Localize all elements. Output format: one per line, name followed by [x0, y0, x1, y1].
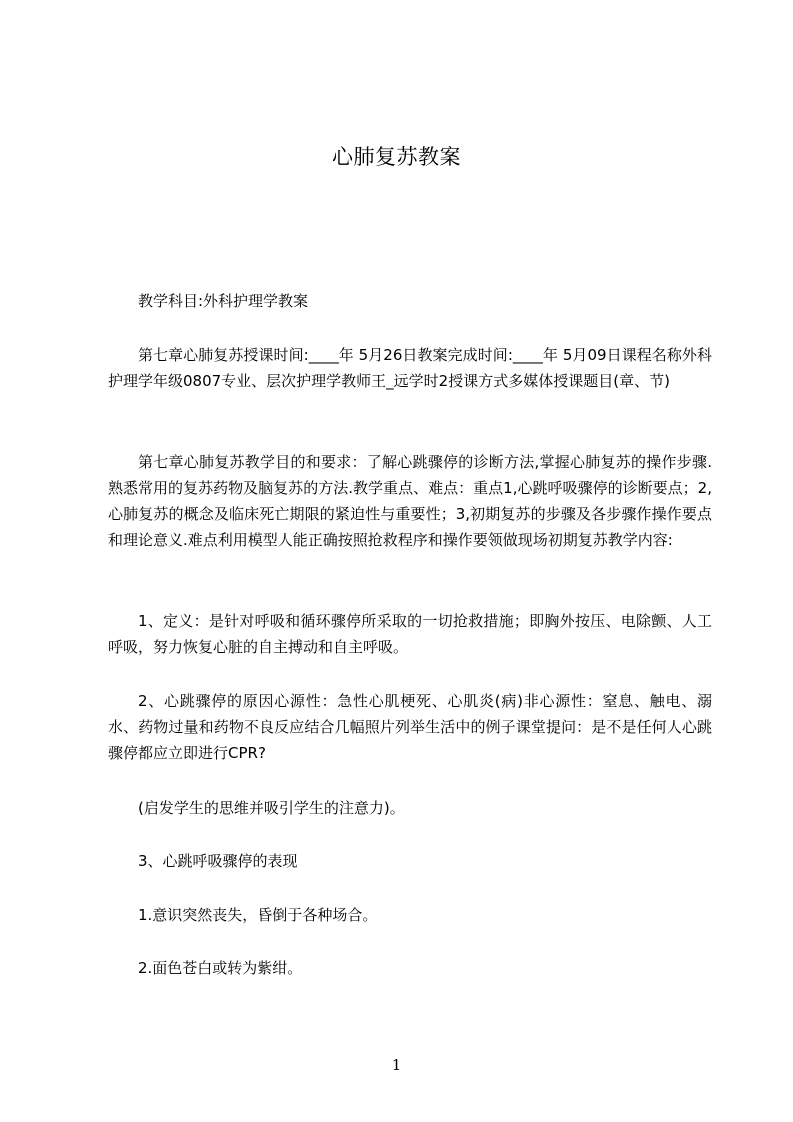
page-number: 1 — [391, 1056, 402, 1074]
paragraph-subject: 教学科目:外科护理学教案 — [138, 292, 309, 310]
page-title: 心肺复苏教案 — [332, 145, 461, 169]
paragraph-inspire-note: (启发学生的思维并吸引学生的注意力)。 — [138, 799, 405, 817]
paragraph-symptom-1: 1.意识突然丧失，昏倒于各种场合。 — [138, 906, 378, 924]
paragraph-objectives: 第七章心肺复苏教学目的和要求：了解心跳骤停的诊断方法,掌握心肺复苏的操作步骤.熟悉常用的复苏药物及脑复苏的方法.教学重点、难点：重点1,心跳呼吸骤停的诊断要点；2,心肺复苏的概念及临床死亡期限的紧迫性与重要性；3,初期复苏的步骤及各步骤作操作要点和理论意义.难点利用模型人能正确按照抢救程序和操作要领做现场初期复苏教学内容: — [108, 453, 712, 549]
paragraph-definition: 1、定义：是针对呼吸和循环骤停所采取的一切抢救措施；即胸外按压、电除颤、人工呼吸，努力恢复心脏的自主搏动和自主呼吸。 — [108, 612, 712, 656]
paragraph-symptom-2: 2.面色苍白或转为紫绀。 — [138, 959, 303, 977]
paragraph-symptoms-heading: 3、心跳呼吸骤停的表现 — [138, 852, 298, 870]
paragraph-causes: 2、心跳骤停的原因心源性：急性心肌梗死、心肌炎(病)非心源性：窒息、触电、溺水、药物过量和药物不良反应结合几幅照片列举生活中的例子课堂提问：是不是任何人心跳骤停都应立即进行CPR? — [108, 692, 712, 762]
paragraph-course-info: 第七章心肺复苏授课时间:____年 5月26日教案完成时间:____年 5月09日课程名称外科护理学年级0807专业、层次护理学教师王_远学时2授课方式多媒体授课题目(章、节) — [108, 346, 712, 390]
